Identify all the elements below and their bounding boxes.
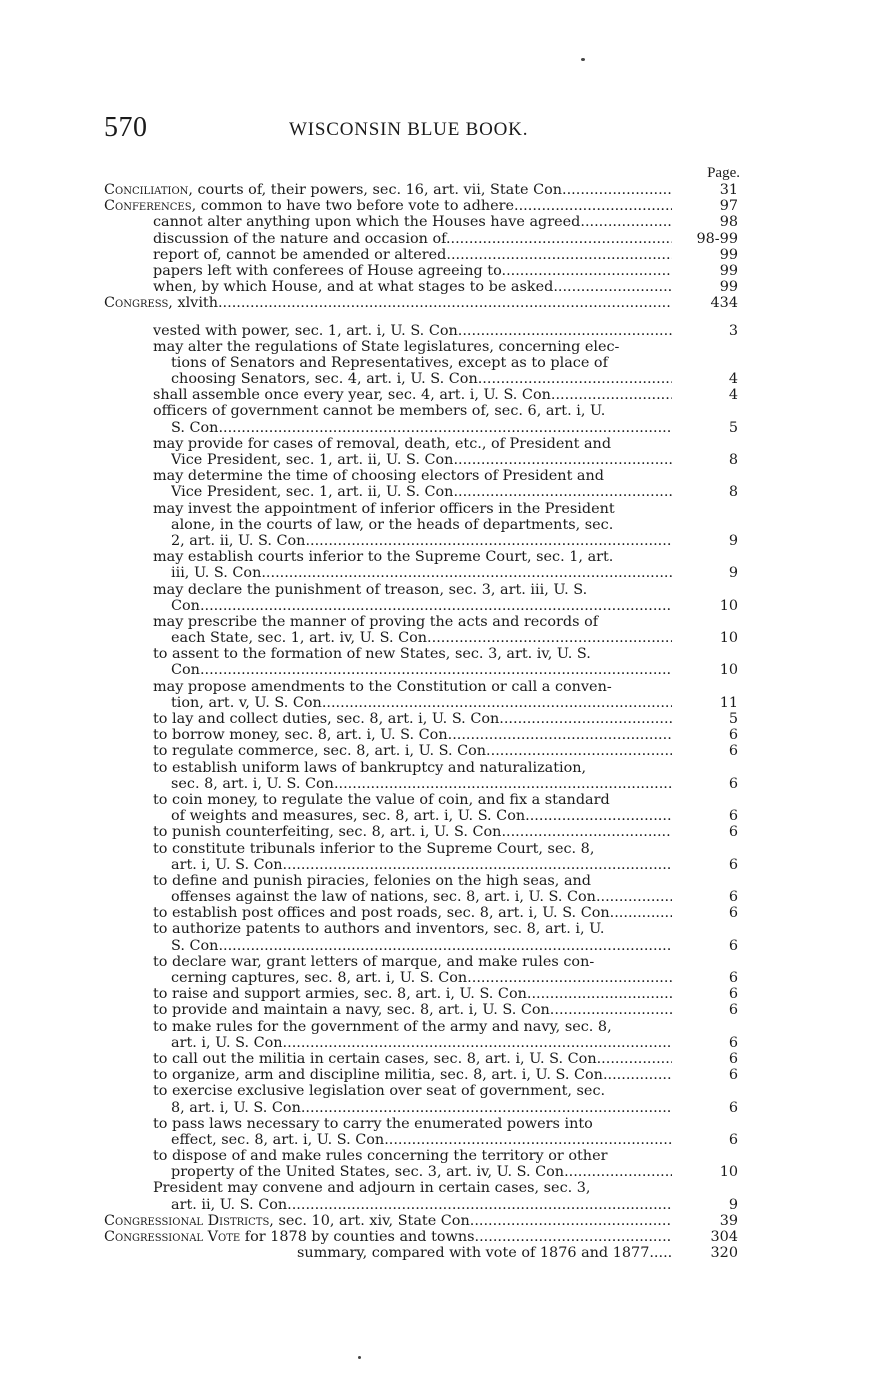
entry-page-number: 6 (728, 1099, 738, 1116)
index-subentry (104, 614, 740, 630)
index-subentry (104, 841, 740, 857)
entry-description: to lay and collect duties, sec. 8, art. i, U. S. Con (153, 711, 500, 727)
entry-text (171, 1132, 672, 1148)
index-subentry (104, 501, 740, 517)
entry-description: each State, sec. 1, art. iv, U. S. Con (171, 630, 428, 647)
entry-gap (104, 312, 740, 323)
index-subentry (104, 565, 740, 581)
index-heading-entry (104, 1213, 740, 1229)
index-subentry (104, 214, 740, 230)
index-heading-entry (104, 198, 740, 214)
index-subentry (104, 1132, 740, 1148)
entry-text (153, 436, 672, 452)
entry-page-number: 10 (719, 1164, 738, 1181)
entry-description: Vice President, sec. 1, art. ii, U. S. Con (171, 484, 454, 501)
entry-text (171, 1164, 672, 1180)
entry-page-number: 8 (728, 452, 738, 468)
index-subentry (104, 468, 740, 484)
entry-description: to punish counterfeiting, sec. 8, art. i, U. S. Con (153, 824, 502, 841)
entry-description: cerning captures, sec. 8, art. i, U. S. Con (171, 970, 468, 986)
entry-page-number: 6 (728, 889, 738, 906)
index-subentry (104, 1067, 740, 1083)
entry-text (153, 1083, 672, 1099)
entry-description: for 1878 by counties and towns (240, 1229, 475, 1245)
entry-text (153, 711, 672, 727)
entry-text (153, 1019, 672, 1035)
entry-description: to assent to the formation of new States, sec. 3, art. iv, U. S. (153, 646, 591, 663)
entry-text (171, 484, 672, 500)
entry-page-number: 6 (728, 727, 738, 744)
entry-description: to provide and maintain a navy, sec. 8, art. i, U. S. Con (153, 1002, 550, 1019)
index-subentry (104, 921, 740, 937)
index-subentry (104, 452, 740, 468)
entry-text (153, 549, 672, 565)
index-subentry (104, 279, 740, 295)
entry-description: tion, art. v, U. S. Con (171, 694, 322, 711)
entry-text (153, 760, 672, 776)
index-subentry (104, 711, 740, 727)
dot-leader (550, 1002, 672, 1018)
entry-description: to borrow money, sec. 8, art. i, U. S. Con (153, 727, 448, 744)
entry-text (104, 295, 672, 311)
entry-page-number: 6 (728, 1034, 738, 1051)
dot-leader (551, 387, 672, 403)
entry-text (104, 1213, 672, 1229)
page-number: 570 (104, 112, 148, 143)
index-heading-entry (104, 182, 740, 198)
dot-leader (334, 776, 672, 792)
index-entries (104, 182, 740, 1261)
dot-leader (453, 452, 672, 468)
entry-description: 2, art. ii, U. S. Con (171, 532, 306, 549)
index-subentry (104, 263, 740, 279)
entry-text (153, 214, 672, 230)
dot-leader (218, 420, 672, 436)
entry-headword: Congressional Vote (104, 1229, 241, 1245)
entry-description: discussion of the nature and occasion of (153, 230, 446, 247)
entry-description: xlvith (172, 295, 218, 312)
entry-description: Con (171, 597, 200, 614)
entry-page-number: 6 (728, 743, 738, 760)
entry-description: report of, cannot be amended or altered (153, 246, 447, 263)
entry-description: shall assemble once every year, sec. 4, art. i, U. S. Con (153, 387, 551, 404)
entry-description: when, by which House, and at what stages to be asked (153, 279, 554, 296)
entry-text (153, 279, 672, 295)
index-subentry (104, 403, 740, 419)
index-subentry (104, 954, 740, 970)
entry-page-number: 4 (728, 371, 738, 388)
entry-description: to pass laws necessary to carry the enumerated powers into (153, 1115, 593, 1132)
entry-headword: Congressional Districts, (104, 1212, 274, 1229)
dot-leader (654, 1245, 672, 1261)
index-subentry (104, 1180, 740, 1196)
entry-text (171, 808, 672, 824)
entry-text (171, 452, 672, 468)
index-subentry (104, 792, 740, 808)
entry-description: courts of, their powers, sec. 16, art. vii, State Con (192, 182, 563, 198)
index-subentry (104, 630, 740, 646)
dot-leader (218, 938, 672, 954)
entry-text (171, 598, 672, 614)
index-subentry (104, 679, 740, 695)
entry-description: to authorize patents to authors and inventors, sec. 8, art. i, U. (153, 921, 605, 938)
entry-description: to coin money, to regulate the value of coin, and fix a standard (153, 791, 610, 808)
running-title: WISCONSIN BLUE BOOK. (289, 119, 529, 140)
entry-text (153, 501, 672, 517)
entry-description: art. ii, U. S. Con (171, 1196, 288, 1213)
dot-leader (527, 986, 672, 1002)
index-subentry (104, 1019, 740, 1035)
index-subentry (104, 517, 740, 533)
entry-description: to make rules for the government of the army and navy, sec. 8, (153, 1018, 612, 1035)
entry-description: vested with power, sec. 1, art. i, U. S. Con (153, 322, 458, 339)
entry-text (171, 970, 672, 986)
entry-page-number: 6 (728, 986, 738, 1003)
index-subentry (104, 1035, 740, 1051)
entry-page-number: 10 (719, 597, 738, 614)
entry-description: choosing Senators, sec. 4, art. i, U. S. Con (171, 371, 478, 388)
entry-page-number: 6 (728, 1131, 738, 1148)
entry-text (171, 1197, 672, 1213)
dot-leader (218, 295, 672, 311)
entry-text (153, 231, 672, 247)
entry-description: property of the United States, sec. 3, art. iv, U. S. Con (171, 1164, 565, 1181)
dot-leader (427, 630, 672, 646)
entry-page-number: 6 (728, 970, 738, 986)
entry-page-number: 6 (728, 808, 738, 825)
entry-text (153, 727, 672, 743)
entry-page-number: 9 (728, 532, 738, 549)
dot-leader (514, 198, 672, 214)
entry-text (153, 1180, 672, 1196)
entry-text (153, 679, 672, 695)
entry-description: S. Con (171, 419, 219, 436)
entry-text (153, 646, 672, 662)
index-subentry (104, 646, 740, 662)
entry-description: may prescribe the manner of proving the acts and records of (153, 613, 599, 630)
dot-leader (287, 1197, 672, 1213)
index-subentry (104, 986, 740, 1002)
dot-leader (486, 743, 672, 759)
dot-leader (601, 1051, 672, 1067)
entry-description: to raise and support armies, sec. 8, art. i, U. S. Con (153, 986, 527, 1003)
dot-leader (200, 662, 672, 678)
entry-page-number: 99 (719, 279, 738, 296)
entry-page-number: 99 (719, 262, 738, 279)
entry-description: may provide for cases of removal, death, etc., of President and (153, 435, 612, 452)
index-subentry (104, 231, 740, 247)
entry-text (153, 905, 672, 921)
entry-page-number: 8 (728, 484, 738, 501)
entry-text (171, 662, 672, 678)
entry-page-number: 9 (728, 565, 738, 582)
index-subentry (104, 323, 740, 339)
entry-page-number: 6 (728, 824, 738, 841)
dot-leader (608, 1067, 672, 1083)
entry-text (153, 1067, 672, 1083)
entry-page-number: 39 (719, 1212, 738, 1229)
entry-page-number: 5 (728, 711, 738, 727)
index-subentry (104, 857, 740, 873)
index-subentry (104, 970, 740, 986)
index-heading-entry (104, 1229, 740, 1245)
index-subentry (104, 1100, 740, 1116)
index-subentry (104, 1197, 740, 1213)
entry-description: offenses against the law of nations, sec. 8, art. i, U. S. Con.. (171, 889, 606, 906)
entry-headword: Congress, (104, 295, 173, 312)
index-subentry (104, 533, 740, 549)
entry-text (171, 371, 672, 387)
entry-text (153, 954, 672, 970)
entry-description: may establish courts inferior to the Supreme Court, sec. 1, art. (153, 549, 614, 566)
entry-text (153, 614, 672, 630)
entry-description: to regulate commerce, sec. 8, art. i, U. S. Con (153, 743, 487, 760)
index-subentry (104, 727, 740, 743)
entry-text (171, 857, 672, 873)
entry-page-number: 3 (728, 322, 738, 339)
index-subentry (104, 598, 740, 614)
entry-page-number: 4 (728, 387, 738, 404)
entry-description: cannot alter anything upon which the Houses have agreed (153, 214, 581, 231)
index-subentry (104, 1002, 740, 1018)
entry-description: officers of government cannot be members of, sec. 6, art. i, U. (153, 403, 606, 420)
entry-text (153, 387, 672, 403)
entry-description: tions of Senators and Representatives, except as to place of (171, 354, 608, 371)
index-subentry (104, 371, 740, 387)
entry-page-number: 98-99 (696, 230, 738, 247)
entry-text (153, 339, 672, 355)
dot-leader (453, 484, 672, 500)
entry-text (171, 630, 672, 646)
index-subentry (104, 743, 740, 759)
dot-leader (283, 857, 672, 873)
index-subentry (104, 1164, 740, 1180)
dot-leader (525, 808, 672, 824)
index-subentry (104, 247, 740, 263)
index-subentry (104, 339, 740, 355)
entry-page-number: 99 (719, 246, 738, 263)
index-subentry (104, 760, 740, 776)
entry-page-number: 6 (728, 856, 738, 873)
entry-description: common to have two before vote to adhere (196, 198, 515, 215)
dot-leader (605, 889, 672, 905)
entry-text (153, 468, 672, 484)
print-speck (358, 1356, 361, 1359)
entry-description: may declare the punishment of treason, sec. 3, art. iii, U. S. (153, 581, 588, 598)
entry-text (104, 1229, 672, 1245)
entry-text (153, 841, 672, 857)
entry-page-number: 6 (728, 775, 738, 792)
entry-headword: Conferences, (104, 198, 197, 215)
entry-page-number: 434 (710, 295, 738, 312)
page-column-heading: Page. (707, 165, 740, 181)
entry-description: may invest the appointment of inferior officers in the President (153, 500, 615, 517)
dot-leader (467, 970, 672, 986)
entry-page-number: 6 (728, 1050, 738, 1067)
dot-leader (562, 182, 672, 198)
entry-page-number: 6 (728, 1067, 738, 1084)
entry-description: to define and punish piracies, felonies on the high seas, and (153, 872, 592, 889)
entry-text (153, 1148, 672, 1164)
dot-leader (458, 323, 672, 339)
index-heading-entry (104, 295, 740, 311)
entry-text (153, 824, 672, 840)
entry-text (171, 776, 672, 792)
entry-page-number: 320 (710, 1245, 738, 1262)
entry-description: art. i, U. S. Con (171, 1034, 283, 1051)
dot-leader (305, 533, 672, 549)
dot-leader (301, 1100, 672, 1116)
entry-text (153, 1002, 672, 1018)
entry-page-number: 10 (719, 662, 738, 679)
entry-text (153, 403, 672, 419)
index-subentry (104, 938, 740, 954)
index-subentry (104, 808, 740, 824)
index-subentry (104, 355, 740, 371)
entry-text (171, 1100, 672, 1116)
dot-leader (564, 1164, 672, 1180)
entry-text (171, 565, 672, 581)
entry-description: 8, art. i, U. S. Con (171, 1099, 301, 1116)
entry-text (171, 695, 672, 711)
index-subentry (104, 1116, 740, 1132)
entry-description: papers left with conferees of House agreeing to (153, 262, 502, 279)
entry-text (153, 263, 672, 279)
index-subentry (104, 549, 740, 565)
entry-text (104, 182, 672, 198)
entry-page-number: 6 (728, 937, 738, 954)
entry-description: Vice President, sec. 1, art. ii, U. S. Con (171, 452, 454, 468)
entry-description: may alter the regulations of State legislatures, concerning elec- (153, 338, 620, 355)
entry-page-number: 98 (719, 214, 738, 231)
entry-text (171, 1035, 672, 1051)
entry-text (153, 1051, 672, 1067)
entry-description: may propose amendments to the Constitution or call a conven- (153, 678, 612, 695)
index-subentry (104, 1245, 740, 1261)
dot-leader (322, 695, 672, 711)
entry-text (153, 582, 672, 598)
entry-page-number: 10 (719, 630, 738, 647)
entry-description: effect, sec. 8, art. i, U. S. Con (171, 1131, 385, 1148)
entry-text (297, 1245, 672, 1261)
entry-description: sec. 10, art. xiv, State Con (273, 1212, 470, 1229)
entry-text (171, 889, 672, 905)
dot-leader (283, 1035, 672, 1051)
entry-page-number: 97 (719, 198, 738, 215)
dot-leader (448, 727, 672, 743)
entry-page-number: 9 (728, 1196, 738, 1213)
entry-text (171, 517, 672, 533)
entry-description: may determine the time of choosing electors of President and (153, 468, 604, 485)
index-subentry (104, 1083, 740, 1099)
dot-leader (501, 824, 672, 840)
entry-text (171, 355, 672, 371)
index-subentry (104, 387, 740, 403)
entry-description: to constitute tribunals inferior to the Supreme Court, sec. 8, (153, 840, 595, 857)
entry-text (171, 533, 672, 549)
entry-page-number: 31 (719, 182, 738, 198)
entry-page-number: 304 (710, 1229, 738, 1245)
entry-description: alone, in the courts of law, or the heads of departments, sec. (171, 516, 614, 533)
entry-text (153, 323, 672, 339)
entry-description: to dispose of and make rules concerning the territory or other (153, 1148, 608, 1165)
entry-description: to call out the militia in certain cases, sec. 8, art. i, U. S. Con. (153, 1050, 602, 1067)
entry-page-number: 11 (719, 694, 738, 711)
entry-text (153, 986, 672, 1002)
index-subentry (104, 484, 740, 500)
index-subentry (104, 436, 740, 452)
entry-text (171, 938, 672, 954)
dot-leader (446, 231, 672, 247)
entry-description: summary, compared with vote of 1876 and 1877. (297, 1245, 654, 1262)
dot-leader (580, 214, 672, 230)
entry-description: President may convene and adjourn in certain cases, sec. 3, (153, 1180, 591, 1197)
entry-headword: Conciliation, (104, 182, 193, 198)
index-listing (104, 165, 740, 1261)
entry-text (104, 198, 672, 214)
entry-description: sec. 8, art. i, U. S. Con (171, 775, 334, 792)
entry-description: iii, U. S. Con (171, 565, 262, 582)
entry-text (153, 921, 672, 937)
dot-leader (502, 263, 673, 279)
page-header (104, 112, 694, 148)
entry-text (153, 792, 672, 808)
entry-page-number: 6 (728, 905, 738, 922)
entry-description: to organize, arm and discipline militia, sec. 8, art. i, U. S. Con. (153, 1067, 608, 1084)
entry-text (153, 743, 672, 759)
entry-description: Con (171, 662, 200, 679)
dot-leader (475, 1229, 672, 1245)
entry-text (153, 873, 672, 889)
entry-text (153, 247, 672, 263)
index-subentry (104, 662, 740, 678)
dot-leader (499, 711, 672, 727)
entry-description: to establish uniform laws of bankruptcy and naturalization, (153, 759, 587, 776)
dot-leader (446, 247, 672, 263)
dot-leader (478, 371, 672, 387)
entry-description: art. i, U. S. Con (171, 856, 283, 873)
index-subentry (104, 582, 740, 598)
entry-description: to establish post offices and post roads, sec. 8, art. i, U. S. Con. (153, 905, 615, 922)
entry-text (171, 420, 672, 436)
print-speck (581, 58, 585, 61)
entry-page-number: 5 (728, 419, 738, 436)
index-subentry (104, 889, 740, 905)
index-subentry (104, 420, 740, 436)
dot-leader (261, 565, 672, 581)
dot-leader (470, 1213, 672, 1229)
entry-description: to exercise exclusive legislation over seat of government, sec. (153, 1083, 606, 1100)
index-subentry (104, 824, 740, 840)
index-subentry (104, 905, 740, 921)
entry-description: to declare war, grant letters of marque, and make rules con- (153, 953, 595, 970)
dot-leader (553, 279, 672, 295)
entry-page-number: 6 (728, 1002, 738, 1019)
dot-leader (384, 1132, 672, 1148)
entry-description: S. Con (171, 937, 219, 954)
index-subentry (104, 695, 740, 711)
index-subentry (104, 873, 740, 889)
index-subentry (104, 1148, 740, 1164)
entry-text (153, 1116, 672, 1132)
dot-leader (614, 905, 672, 921)
entry-description: of weights and measures, sec. 8, art. i, U. S. Con (171, 808, 526, 825)
dot-leader (200, 598, 672, 614)
index-subentry (104, 1051, 740, 1067)
index-subentry (104, 776, 740, 792)
